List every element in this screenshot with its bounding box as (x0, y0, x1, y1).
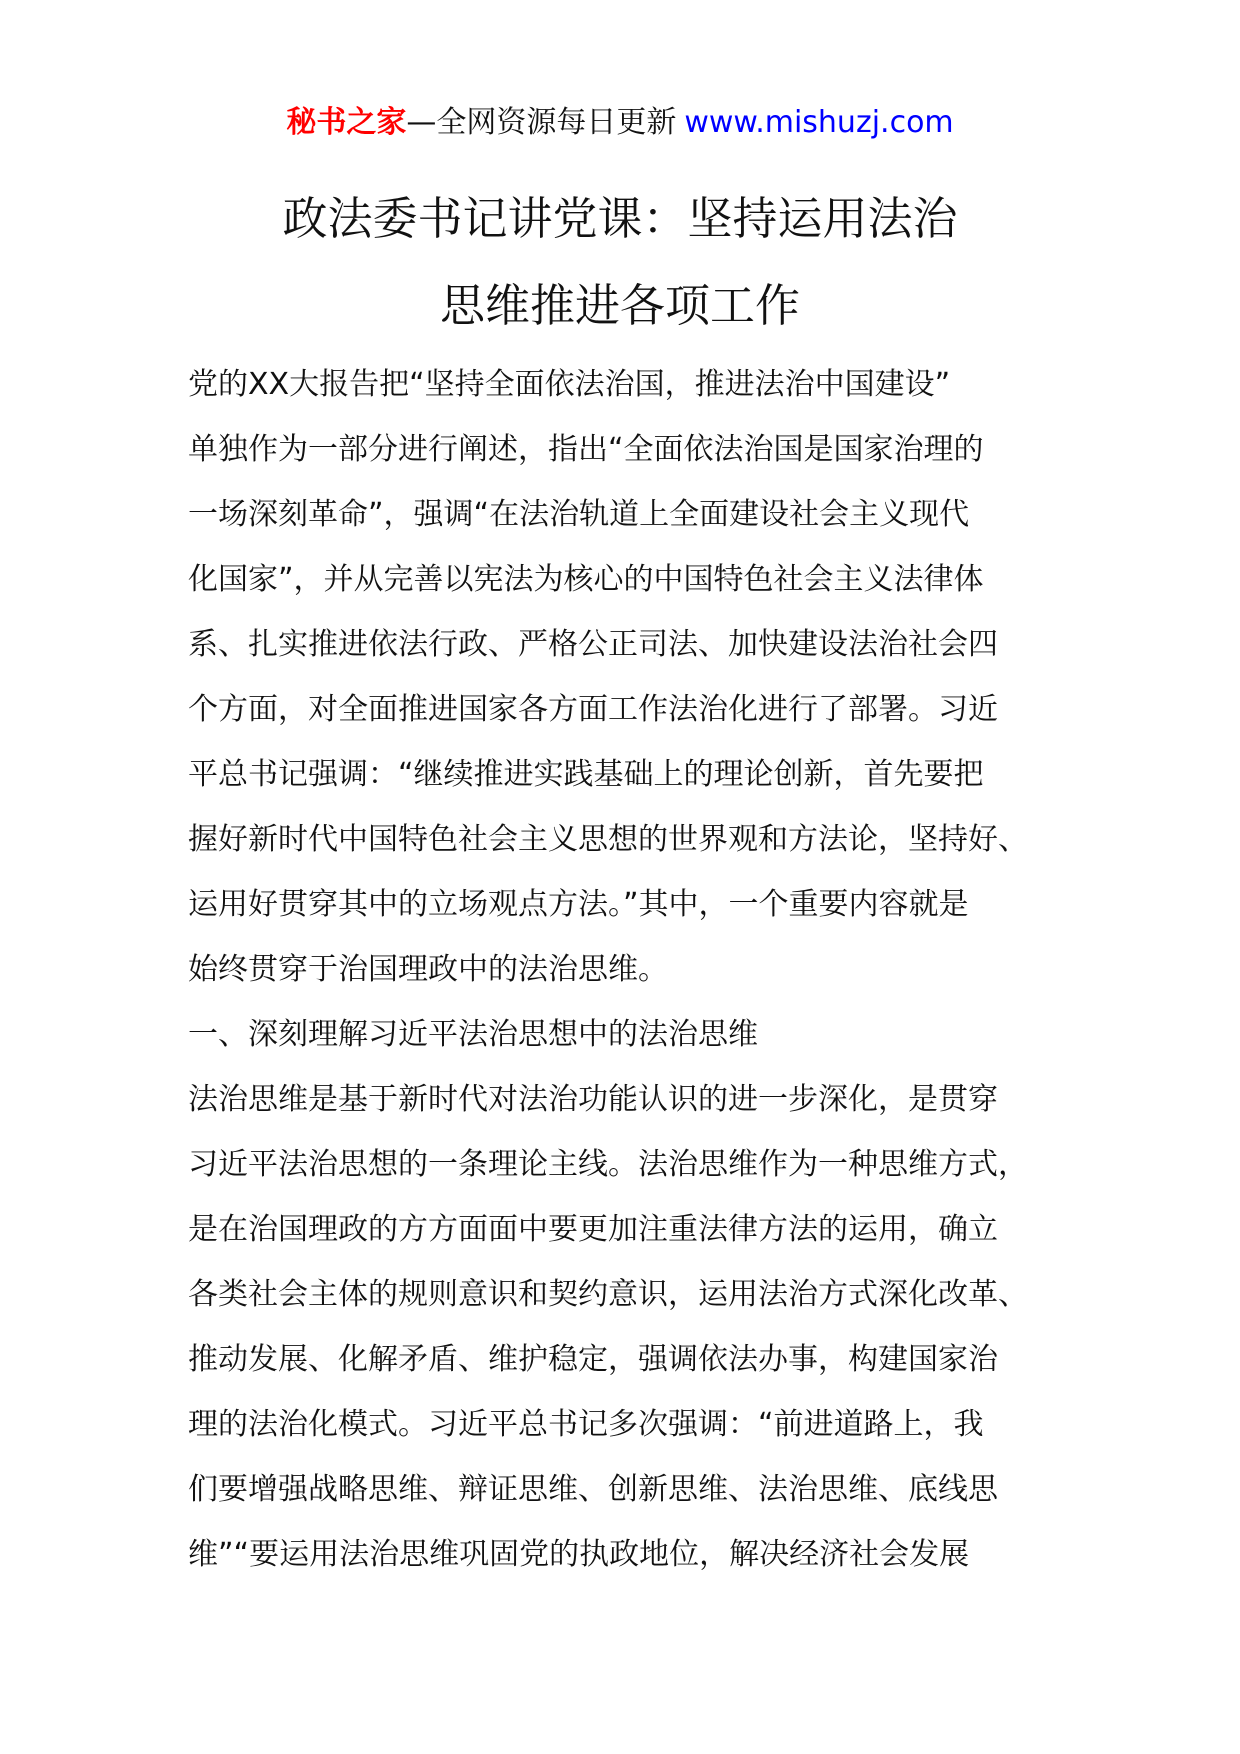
brand-name: 秘书之家 (286, 105, 407, 140)
header-tagline: —全网资源每日更新 (406, 105, 677, 140)
body-line: 运用好贯穿其中的立场观点方法。”其中，一个重要内容就是 (188, 887, 969, 922)
body-line: 习近平法治思想的一条理论主线。法治思维作为一种思维方式， (188, 1147, 1028, 1182)
body-line: 握好新时代中国特色社会主义思想的世界观和方法论，坚持好、 (188, 822, 1028, 857)
document-title-line-1: 政法委书记讲党课：坚持运用法治 (282, 192, 958, 245)
section-heading: 一、深刻理解习近平法治思想中的法治思维 (188, 1017, 758, 1052)
body-line: 一场深刻革命”，强调“在法治轨道上全面建设社会主义现代 (188, 497, 970, 532)
document-title-line-2: 思维推进各项工作 (439, 279, 800, 332)
site-header (0, 103, 1240, 143)
body-line: 是在治国理政的方方面面中要更加注重法律方法的运用，确立 (188, 1212, 998, 1247)
document-body (188, 352, 1088, 1587)
body-line: 化国家”，并从完善以宪法为核心的中国特色社会主义法律体 (188, 562, 984, 597)
body-line: 各类社会主体的规则意识和契约意识，运用法治方式深化改革、 (188, 1277, 1028, 1312)
body-line: 推动发展、化解矛盾、维护稳定，强调依法办事，构建国家治 (188, 1342, 998, 1377)
body-line: 法治思维是基于新时代对法治功能认识的进一步深化，是贯穿 (188, 1082, 998, 1117)
body-line: 维”“要运用法治思维巩固党的执政地位，解决经济社会发展 (188, 1537, 970, 1572)
body-line: 理的法治化模式。习近平总书记多次强调：“前进道路上，我 (188, 1407, 984, 1442)
body-line: 党的XX大报告把“坚持全面依法治国，推进法治中国建设” (188, 367, 951, 402)
body-line: 始终贯穿于治国理政中的法治思维。 (188, 952, 668, 987)
body-line: 个方面，对全面推进国家各方面工作法治化进行了部署。习近 (188, 692, 998, 727)
body-line: 单独作为一部分进行阐述，指出“全面依法治国是国家治理的 (188, 432, 984, 467)
body-line: 平总书记强调：“继续推进实践基础上的理论创新，首先要把 (188, 757, 984, 792)
site-url-link[interactable]: www.mishuzj.com (684, 105, 954, 140)
body-line: 系、扎实推进依法行政、严格公正司法、加快建设法治社会四 (188, 627, 998, 662)
body-line: 们要增强战略思维、辩证思维、创新思维、法治思维、底线思 (188, 1472, 998, 1507)
